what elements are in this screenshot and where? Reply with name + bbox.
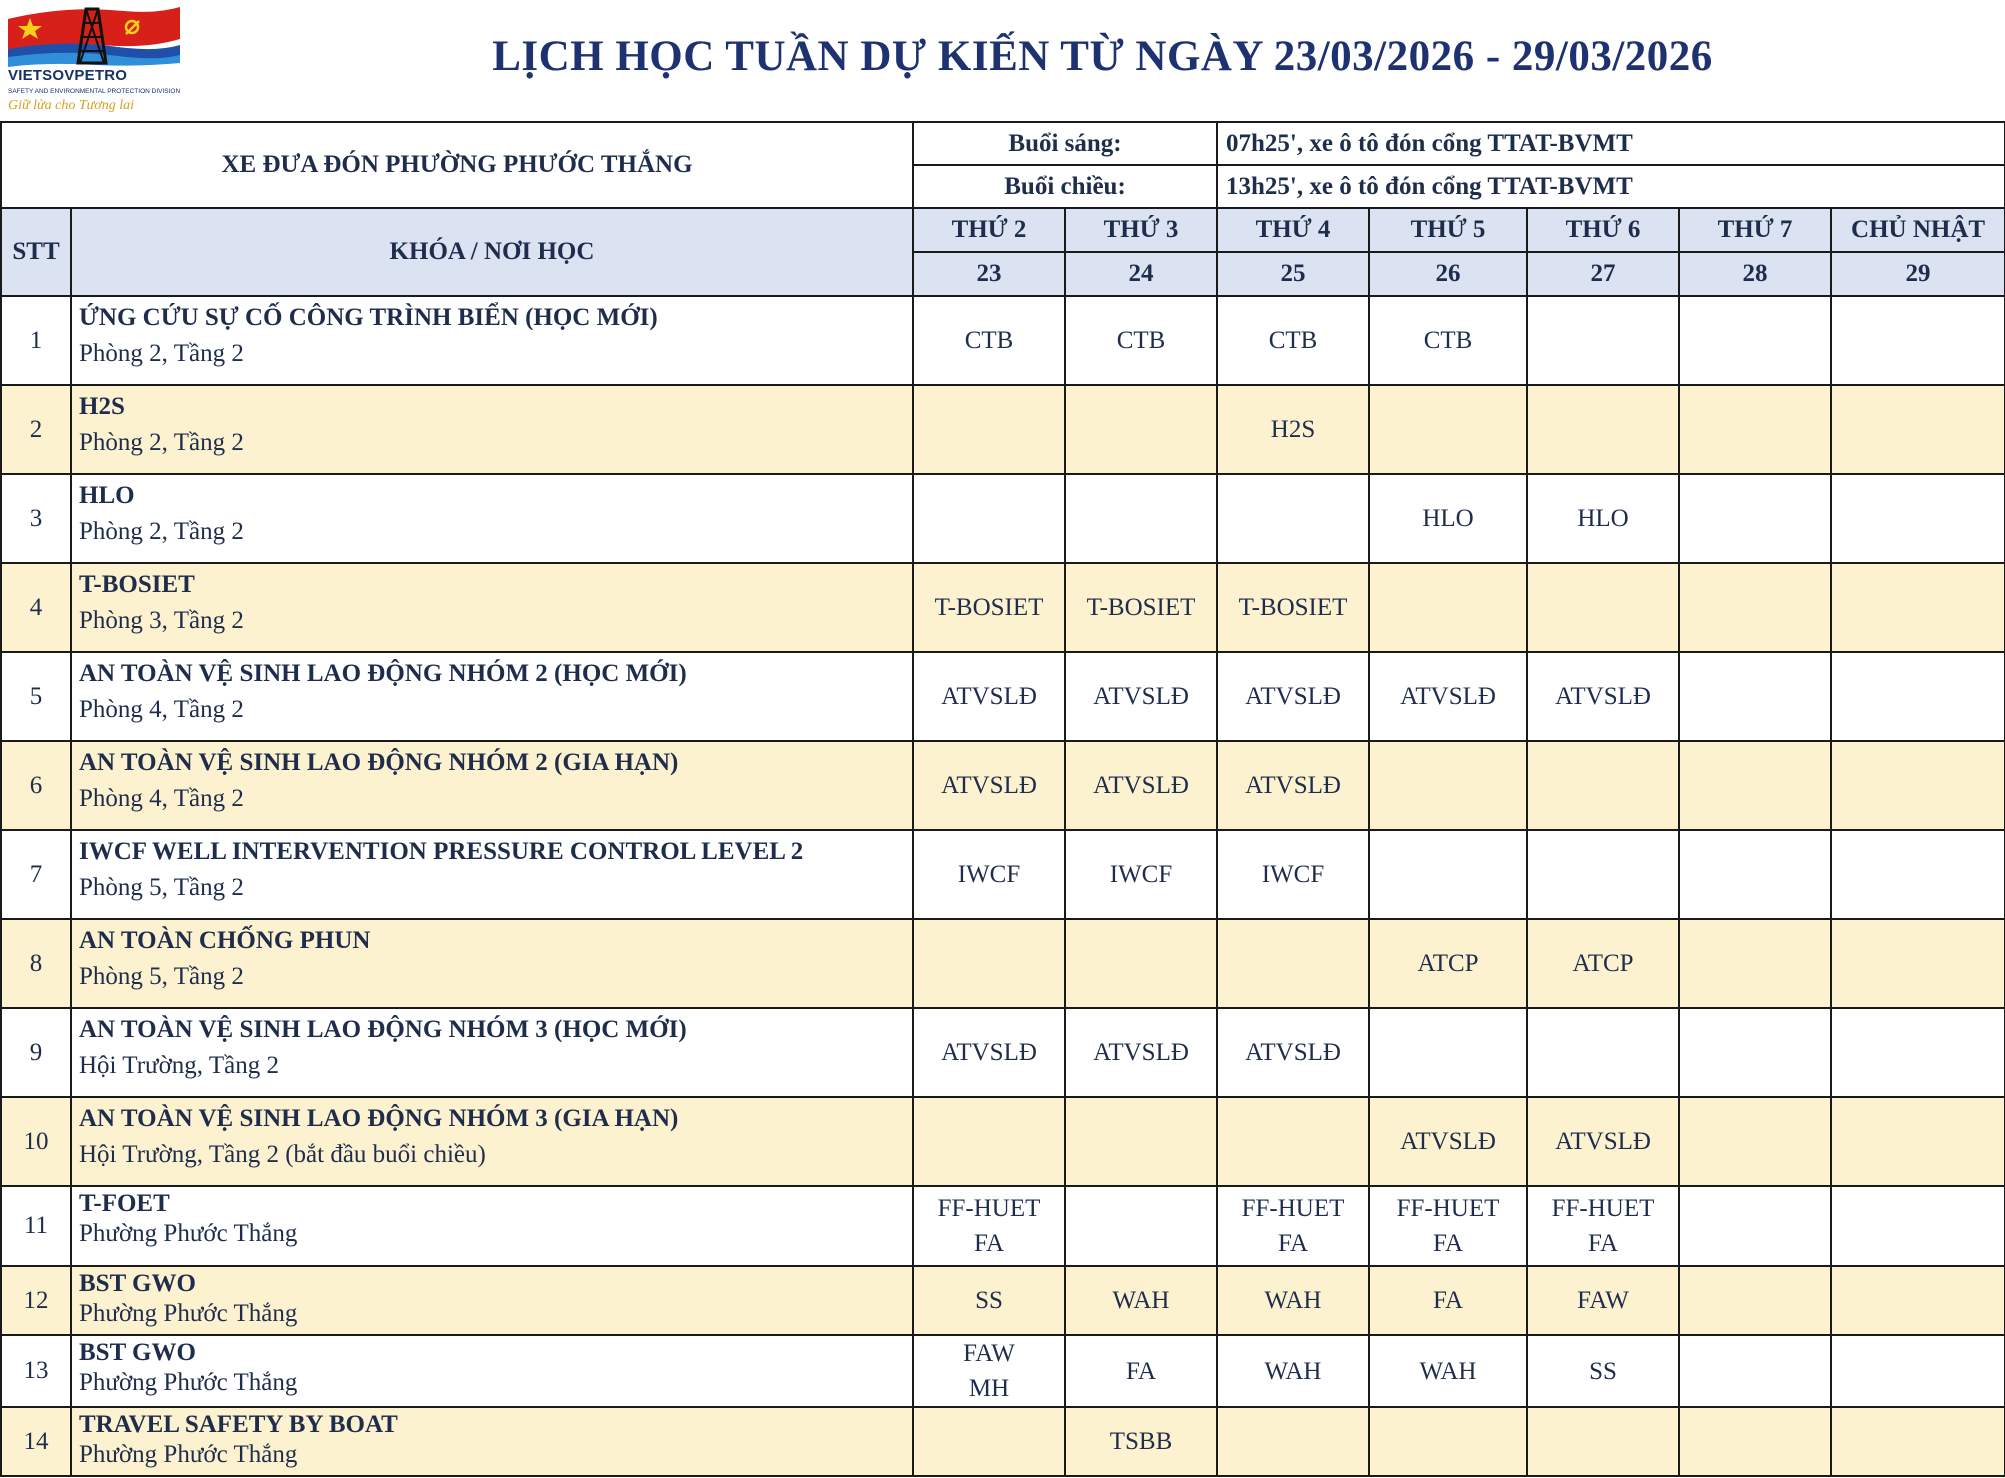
schedule-cell-day-1 (913, 1186, 1065, 1266)
session-code: ATCP (1572, 950, 1634, 977)
course-location: Phòng 5, Tầng 2 (79, 874, 244, 901)
course-row (1, 1407, 2005, 1476)
schedule-cell-day-6 (1679, 563, 1831, 652)
course-location: Phòng 4, Tầng 2 (79, 785, 244, 812)
row-stt: 7 (1, 830, 71, 919)
schedule-cell-day-4 (1369, 474, 1527, 563)
schedule-cell-day-7 (1831, 830, 2005, 919)
schedule-cell-day-3 (1217, 1407, 1369, 1476)
schedule-cell-day-6 (1679, 741, 1831, 830)
session-code: FA (1125, 1357, 1157, 1385)
schedule-cell-day-3 (1217, 1266, 1369, 1335)
schedule-cell-day-5 (1527, 830, 1679, 919)
course-location: Phường Phước Thắng (79, 1220, 298, 1247)
bus-afternoon-label: Buổi chiều: (913, 165, 1217, 208)
session-code: ATCP (1417, 950, 1479, 977)
course-row (1, 474, 2005, 563)
session-code: FAW (963, 1340, 1015, 1367)
course-name: AN TOÀN VỆ SINH LAO ĐỘNG NHÓM 2 (HỌC MỚI) (79, 660, 687, 687)
schedule-cell-day-4 (1369, 1407, 1527, 1476)
schedule-cell-day-4 (1369, 563, 1527, 652)
schedule-cell-day-4 (1369, 1097, 1527, 1186)
schedule-cell-day-6 (1679, 1266, 1831, 1335)
schedule-cell-day-4 (1369, 385, 1527, 474)
course-name: H2S (79, 393, 125, 420)
header-day-2: THỨ 3 (1065, 208, 1217, 252)
schedule-cell-day-7 (1831, 385, 2005, 474)
schedule-cell-day-4 (1369, 652, 1527, 741)
session-code: CTB (1268, 327, 1318, 354)
session-code: HLO (1577, 505, 1629, 532)
row-stt: 8 (1, 919, 71, 1008)
course-cell (71, 1266, 913, 1335)
session-code: MH (968, 1375, 1010, 1402)
session-code: FF-HUET (1551, 1195, 1655, 1222)
course-cell (71, 1335, 913, 1407)
schedule-cell-day-1 (913, 1335, 1065, 1407)
schedule-cell-day-2 (1065, 563, 1217, 652)
schedule-cell-day-1 (913, 1097, 1065, 1186)
course-location: Hội Trường, Tầng 2 (79, 1052, 279, 1079)
course-location: Phòng 2, Tầng 2 (79, 429, 244, 456)
schedule-cell-day-5 (1527, 1008, 1679, 1097)
schedule-cell-day-7 (1831, 296, 2005, 385)
course-name: AN TOÀN VỆ SINH LAO ĐỘNG NHÓM 3 (HỌC MỚI) (79, 1016, 687, 1043)
course-location: Hội Trường, Tầng 2 (bắt đầu buổi chiều) (79, 1141, 486, 1168)
session-code: WAH (1264, 1357, 1322, 1385)
schedule-cell-day-1 (913, 919, 1065, 1008)
course-row (1, 1186, 2005, 1266)
session-code: CTB (1116, 327, 1166, 354)
schedule-cell-day-5 (1527, 296, 1679, 385)
schedule-cell-day-3 (1217, 1008, 1369, 1097)
session-code: ATVSLĐ (1555, 1128, 1651, 1155)
schedule-cell-day-4 (1369, 741, 1527, 830)
session-code: FA (1432, 1230, 1464, 1257)
header-date-2: 24 (1065, 252, 1217, 296)
course-location: Phòng 2, Tầng 2 (79, 340, 244, 367)
schedule-cell-day-6 (1679, 830, 1831, 919)
session-code: FAW (1577, 1287, 1629, 1314)
session-code: FA (973, 1230, 1005, 1257)
schedule-cell-day-7 (1831, 1097, 2005, 1186)
session-code: FF-HUET (937, 1195, 1041, 1222)
session-code: ATVSLĐ (1400, 683, 1496, 710)
session-code: WAH (1264, 1287, 1322, 1314)
schedule-cell-day-2 (1065, 474, 1217, 563)
session-code: FA (1587, 1230, 1619, 1257)
session-code: ATVSLĐ (1093, 1039, 1189, 1066)
schedule-cell-day-1 (913, 652, 1065, 741)
header-course: KHÓA / NƠI HỌC (71, 208, 913, 296)
schedule-cell-day-5 (1527, 1335, 1679, 1407)
header-day-row (1, 208, 2005, 252)
schedule-cell-day-6 (1679, 474, 1831, 563)
row-stt: 5 (1, 652, 71, 741)
schedule-cell-day-4 (1369, 1335, 1527, 1407)
session-code: ATVSLĐ (941, 772, 1037, 799)
bus-afternoon-value: 13h25', xe ô tô đón cổng TTAT-BVMT (1217, 165, 2005, 208)
schedule-cell-day-4 (1369, 1266, 1527, 1335)
course-row (1, 1266, 2005, 1335)
course-cell (71, 1186, 913, 1266)
row-stt: 4 (1, 563, 71, 652)
schedule-cell-day-7 (1831, 652, 2005, 741)
schedule-cell-day-5 (1527, 1407, 1679, 1476)
course-cell (71, 385, 913, 474)
course-cell (71, 563, 913, 652)
schedule-cell-day-6 (1679, 1008, 1831, 1097)
session-code: ATVSLĐ (1093, 683, 1189, 710)
schedule-cell-day-6 (1679, 1186, 1831, 1266)
session-code: HLO (1422, 505, 1474, 532)
course-location: Phòng 2, Tầng 2 (79, 518, 244, 545)
schedule-cell-day-3 (1217, 296, 1369, 385)
course-cell (71, 1008, 913, 1097)
schedule-cell-day-5 (1527, 919, 1679, 1008)
schedule-cell-day-5 (1527, 385, 1679, 474)
row-stt: 11 (1, 1186, 71, 1266)
schedule-cell-day-6 (1679, 652, 1831, 741)
row-stt: 1 (1, 296, 71, 385)
schedule-cell-day-4 (1369, 1186, 1527, 1266)
schedule-cell-day-2 (1065, 1186, 1217, 1266)
session-code: H2S (1270, 416, 1316, 443)
session-code: WAH (1112, 1287, 1170, 1314)
schedule-cell-day-1 (913, 1266, 1065, 1335)
course-row (1, 296, 2005, 385)
schedule-cell-day-2 (1065, 1407, 1217, 1476)
row-stt: 14 (1, 1407, 71, 1476)
session-code: ATVSLĐ (941, 1039, 1037, 1066)
course-row (1, 563, 2005, 652)
course-row (1, 919, 2005, 1008)
course-row (1, 741, 2005, 830)
schedule-table (0, 121, 2005, 1477)
header-date-7: 29 (1831, 252, 2005, 296)
session-code: ATVSLĐ (1400, 1128, 1496, 1155)
logo-brand-text: VIETSOVPETRO (8, 67, 128, 84)
course-name: T-BOSIET (79, 571, 195, 598)
course-name: T-FOET (79, 1190, 170, 1217)
header-stt: STT (1, 208, 71, 296)
schedule-cell-day-1 (913, 296, 1065, 385)
schedule-cell-day-4 (1369, 1008, 1527, 1097)
header-day-4: THỨ 5 (1369, 208, 1527, 252)
schedule-cell-day-7 (1831, 1186, 2005, 1266)
row-stt: 6 (1, 741, 71, 830)
schedule-cell-day-7 (1831, 1266, 2005, 1335)
schedule-cell-day-3 (1217, 1186, 1369, 1266)
schedule-cell-day-6 (1679, 1097, 1831, 1186)
schedule-cell-day-1 (913, 741, 1065, 830)
session-code: FA (1432, 1287, 1464, 1314)
course-cell (71, 652, 913, 741)
course-cell (71, 474, 913, 563)
schedule-cell-day-2 (1065, 296, 1217, 385)
schedule-cell-day-3 (1217, 1335, 1369, 1407)
schedule-cell-day-3 (1217, 741, 1369, 830)
course-name: TRAVEL SAFETY BY BOAT (79, 1411, 398, 1438)
session-code: WAH (1419, 1357, 1477, 1385)
logo-emblem-icon (6, 5, 184, 67)
course-cell (71, 1407, 913, 1476)
course-cell (71, 1097, 913, 1186)
course-location: Phòng 4, Tầng 2 (79, 696, 244, 723)
schedule-cell-day-2 (1065, 830, 1217, 919)
header-date-6: 28 (1679, 252, 1831, 296)
course-row (1, 1335, 2005, 1407)
session-code: FF-HUET (1241, 1195, 1345, 1222)
course-row (1, 385, 2005, 474)
course-location: Phòng 3, Tầng 2 (79, 607, 244, 634)
row-stt: 3 (1, 474, 71, 563)
course-cell (71, 919, 913, 1008)
session-code: ATVSLĐ (1245, 1039, 1341, 1066)
schedule-cell-day-7 (1831, 1335, 2005, 1407)
session-code: CTB (964, 327, 1014, 354)
course-row (1, 830, 2005, 919)
schedule-cell-day-2 (1065, 741, 1217, 830)
schedule-cell-day-2 (1065, 385, 1217, 474)
row-stt: 13 (1, 1335, 71, 1407)
schedule-cell-day-3 (1217, 385, 1369, 474)
schedule-cell-day-2 (1065, 1008, 1217, 1097)
session-code: ATVSLĐ (1555, 683, 1651, 710)
session-code: FF-HUET (1396, 1195, 1500, 1222)
bus-morning-label: Buổi sáng: (913, 122, 1217, 165)
schedule-cell-day-2 (1065, 1335, 1217, 1407)
session-code: ATVSLĐ (1245, 683, 1341, 710)
course-location: Phường Phước Thắng (79, 1441, 298, 1468)
schedule-cell-day-6 (1679, 296, 1831, 385)
row-stt: 9 (1, 1008, 71, 1097)
session-code: SS (975, 1287, 1003, 1314)
row-stt: 2 (1, 385, 71, 474)
course-name: IWCF WELL INTERVENTION PRESSURE CONTROL LEVEL 2 (79, 838, 804, 865)
schedule-cell-day-5 (1527, 474, 1679, 563)
schedule-cell-day-6 (1679, 385, 1831, 474)
logo-division-text: SAFETY AND ENVIRONMENTAL PROTECTION DIVISION (8, 88, 181, 95)
schedule-cell-day-1 (913, 474, 1065, 563)
schedule-cell-day-5 (1527, 1186, 1679, 1266)
session-code: T-BOSIET (1086, 594, 1196, 621)
schedule-cell-day-6 (1679, 1407, 1831, 1476)
session-code: T-BOSIET (1238, 594, 1348, 621)
course-location: Phòng 5, Tầng 2 (79, 963, 244, 990)
course-name: AN TOÀN VỆ SINH LAO ĐỘNG NHÓM 3 (GIA HẠN) (79, 1105, 679, 1132)
session-code: T-BOSIET (934, 594, 1044, 621)
schedule-cell-day-5 (1527, 1266, 1679, 1335)
schedule-cell-day-4 (1369, 830, 1527, 919)
session-code: CTB (1423, 327, 1473, 354)
course-cell (71, 296, 913, 385)
header-date-1: 23 (913, 252, 1065, 296)
schedule-cell-day-7 (1831, 1407, 2005, 1476)
schedule-cell-day-3 (1217, 563, 1369, 652)
course-location: Phường Phước Thắng (79, 1300, 298, 1327)
schedule-cell-day-6 (1679, 1335, 1831, 1407)
schedule-cell-day-4 (1369, 919, 1527, 1008)
schedule-cell-day-2 (1065, 919, 1217, 1008)
schedule-cell-day-5 (1527, 741, 1679, 830)
schedule-cell-day-7 (1831, 919, 2005, 1008)
header-date-3: 25 (1217, 252, 1369, 296)
session-code: ATVSLĐ (1093, 772, 1189, 799)
course-row (1, 1097, 2005, 1186)
page-title: LỊCH HỌC TUẦN DỰ KIẾN TỪ NGÀY 23/03/2026 - 29/03/2026 (492, 33, 1713, 80)
course-name: BST GWO (79, 1270, 196, 1297)
header-day-6: THỨ 7 (1679, 208, 1831, 252)
vietsovpetro-logo (6, 5, 184, 113)
schedule-cell-day-7 (1831, 1008, 2005, 1097)
course-row (1, 1008, 2005, 1097)
schedule-cell-day-1 (913, 1008, 1065, 1097)
session-code: ATVSLĐ (941, 683, 1037, 710)
session-code: TSBB (1109, 1428, 1173, 1455)
course-cell (71, 741, 913, 830)
course-name: BST GWO (79, 1339, 196, 1366)
row-stt: 10 (1, 1097, 71, 1186)
course-name: HLO (79, 482, 135, 509)
schedule-cell-day-2 (1065, 1266, 1217, 1335)
bus-morning-row (1, 122, 2005, 165)
session-code: IWCF (1261, 861, 1325, 888)
schedule-cell-day-7 (1831, 563, 2005, 652)
schedule-cell-day-7 (1831, 741, 2005, 830)
course-row (1, 652, 2005, 741)
schedule-cell-day-3 (1217, 474, 1369, 563)
schedule-cell-day-5 (1527, 1097, 1679, 1186)
schedule-cell-day-3 (1217, 919, 1369, 1008)
header-date-5: 27 (1527, 252, 1679, 296)
header-day-7: CHỦ NHẬT (1831, 208, 2005, 252)
schedule-cell-day-3 (1217, 652, 1369, 741)
schedule-cell-day-2 (1065, 1097, 1217, 1186)
schedule-cell-day-4 (1369, 296, 1527, 385)
schedule-cell-day-6 (1679, 919, 1831, 1008)
course-name: ỨNG CỨU SỰ CỐ CÔNG TRÌNH BIỂN (HỌC MỚI) (79, 304, 658, 331)
logo-slogan: Giữ lửa cho Tương lai (8, 98, 135, 113)
header-date-4: 26 (1369, 252, 1527, 296)
schedule-cell-day-1 (913, 385, 1065, 474)
session-code: IWCF (957, 861, 1021, 888)
session-code: ATVSLĐ (1245, 772, 1341, 799)
row-stt: 12 (1, 1266, 71, 1335)
schedule-cell-day-3 (1217, 830, 1369, 919)
session-code: IWCF (1109, 861, 1173, 888)
schedule-cell-day-7 (1831, 474, 2005, 563)
course-cell (71, 830, 913, 919)
schedule-cell-day-1 (913, 563, 1065, 652)
schedule-cell-day-5 (1527, 563, 1679, 652)
bus-heading: XE ĐƯA ĐÓN PHƯỜNG PHƯỚC THẮNG (1, 122, 913, 208)
course-name: AN TOÀN CHỐNG PHUN (79, 927, 371, 954)
course-name: AN TOÀN VỆ SINH LAO ĐỘNG NHÓM 2 (GIA HẠN) (79, 749, 679, 776)
header-day-5: THỨ 6 (1527, 208, 1679, 252)
schedule-cell-day-2 (1065, 652, 1217, 741)
session-code: FA (1277, 1230, 1309, 1257)
bus-morning-value: 07h25', xe ô tô đón cổng TTAT-BVMT (1217, 122, 2005, 165)
schedule-cell-day-1 (913, 1407, 1065, 1476)
schedule-cell-day-1 (913, 830, 1065, 919)
header-day-1: THỨ 2 (913, 208, 1065, 252)
course-location: Phường Phước Thắng (79, 1369, 298, 1396)
schedule-cell-day-5 (1527, 652, 1679, 741)
header-day-3: THỨ 4 (1217, 208, 1369, 252)
session-code: SS (1589, 1357, 1617, 1385)
schedule-cell-day-3 (1217, 1097, 1369, 1186)
